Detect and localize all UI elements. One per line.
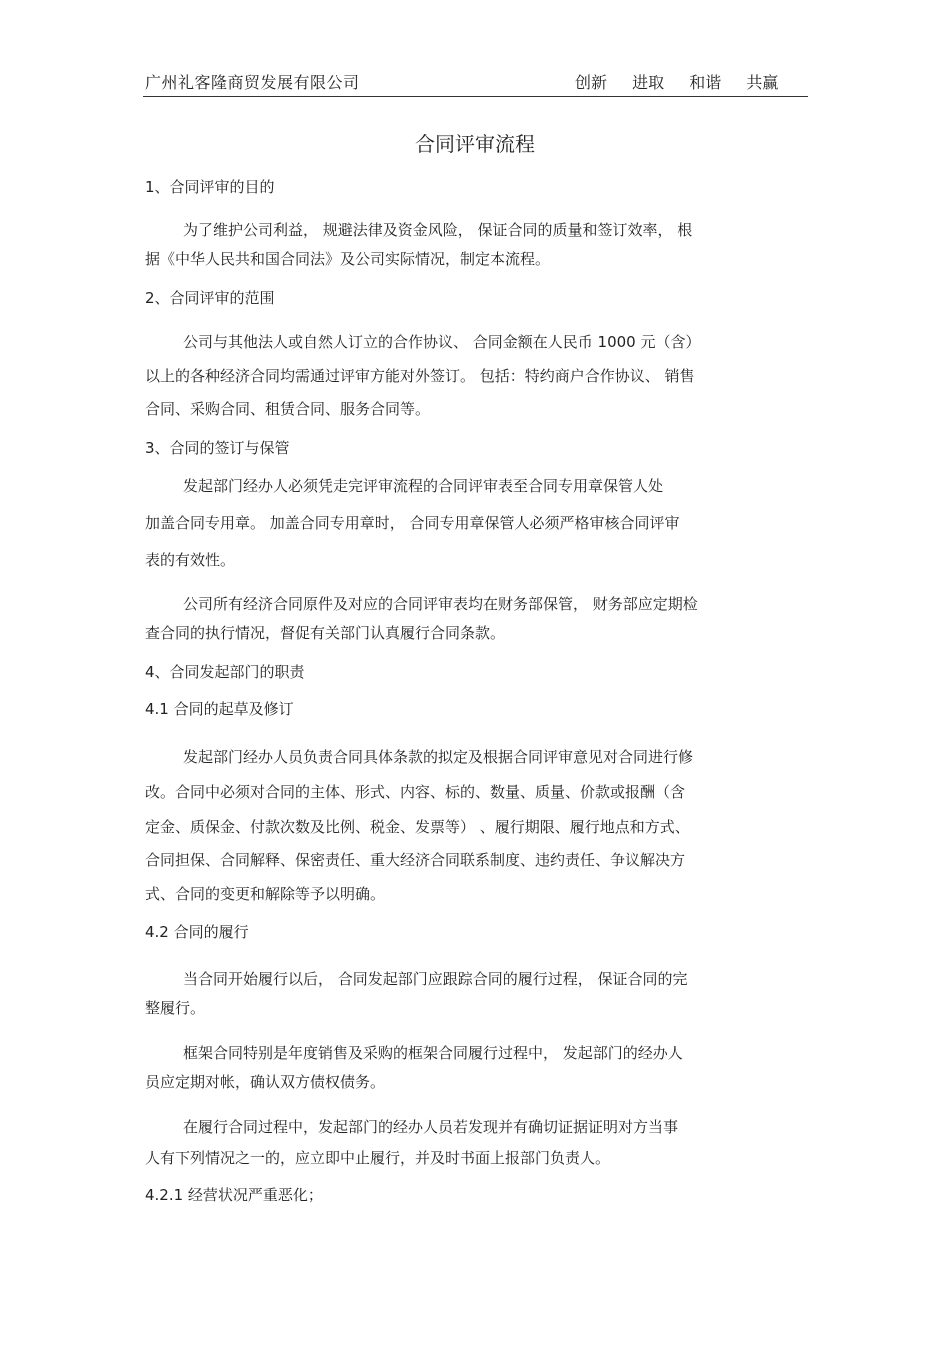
slogan-4: 共赢 bbox=[746, 73, 779, 92]
section-2-text-line: 公司与其他法人或自然人订立的合作协议、 合同金额在人民币 1000 元（含） bbox=[183, 333, 701, 351]
section-3-text-line: 加盖合同专用章。 加盖合同专用章时， 合同专用章保管人必须严格审核合同评审 bbox=[145, 514, 680, 532]
section-3-heading: 3、合同的签订与保管 bbox=[145, 439, 290, 457]
document-title: 合同评审流程 bbox=[415, 132, 535, 156]
section-1-text-line: 据《中华人民共和国合同法》及公司实际情况，制定本流程。 bbox=[145, 250, 551, 268]
section-4-2-text-line: 整履行。 bbox=[145, 999, 206, 1017]
header-slogans bbox=[575, 70, 798, 93]
section-3-text-line: 查合同的执行情况，督促有关部门认真履行合同条款。 bbox=[145, 624, 506, 642]
section-4-2-heading: 4.2 合同的履行 bbox=[145, 923, 249, 941]
section-3-text-line: 表的有效性。 bbox=[145, 551, 236, 569]
section-4-2-text-line: 员应定期对帐，确认双方债权债务。 bbox=[145, 1073, 386, 1091]
section-1-heading: 1、合同评审的目的 bbox=[145, 178, 275, 196]
section-4-1-text-line: 定金、质保金、付款次数及比例、税金、发票等） 、履行期限、履行地点和方式、 bbox=[145, 818, 690, 836]
header-divider bbox=[143, 96, 808, 97]
section-4-1-text-line: 合同担保、合同解释、保密责任、重大经济合同联系制度、违约责任、争议解决方 bbox=[145, 851, 686, 869]
slogan-2: 进取 bbox=[632, 73, 665, 92]
slogan-1: 创新 bbox=[575, 73, 608, 92]
section-2-heading: 2、合同评审的范围 bbox=[145, 289, 275, 307]
section-3-text-line: 发起部门经办人必须凭走完评审流程的合同评审表至合同专用章保管人处 bbox=[183, 477, 664, 495]
section-4-2-text-line: 框架合同特别是年度销售及采购的框架合同履行过程中， 发起部门的经办人 bbox=[183, 1044, 683, 1062]
section-4-heading: 4、合同发起部门的职责 bbox=[145, 663, 305, 681]
section-2-text-line: 以上的各种经济合同均需通过评审方能对外签订。 包括：特约商户合作协议、 销售 bbox=[145, 367, 695, 385]
section-4-1-text-line: 发起部门经办人员负责合同具体条款的拟定及根据合同评审意见对合同进行修 bbox=[183, 748, 694, 766]
section-2-text-line: 合同、采购合同、租赁合同、服务合同等。 bbox=[145, 400, 431, 418]
section-4-1-text-line: 式、合同的变更和解除等予以明确。 bbox=[145, 885, 386, 903]
slogan-3: 和谐 bbox=[689, 73, 722, 92]
section-1-text-line: 为了维护公司利益， 规避法律及资金风险， 保证合同的质量和签订效率， 根 bbox=[183, 221, 693, 239]
header-company-name: 广州礼客隆商贸发展有限公司 bbox=[145, 73, 360, 92]
section-4-2-text-line: 人有下列情况之一的，应立即中止履行，并及时书面上报部门负责人。 bbox=[145, 1149, 611, 1167]
section-4-1-heading: 4.1 合同的起草及修订 bbox=[145, 700, 294, 718]
section-3-text-line: 公司所有经济合同原件及对应的合同评审表均在财务部保管， 财务部应定期检 bbox=[183, 595, 698, 613]
section-4-2-1-heading: 4.2.1 经营状况严重恶化； bbox=[145, 1186, 323, 1204]
section-4-2-text-line: 当合同开始履行以后， 合同发起部门应跟踪合同的履行过程， 保证合同的完 bbox=[183, 970, 688, 988]
section-4-1-text-line: 改。合同中必须对合同的主体、形式、内容、标的、数量、质量、价款或报酬（含 bbox=[145, 783, 686, 801]
section-4-2-text-line: 在履行合同过程中，发起部门的经办人员若发现并有确切证据证明对方当事 bbox=[183, 1118, 679, 1136]
